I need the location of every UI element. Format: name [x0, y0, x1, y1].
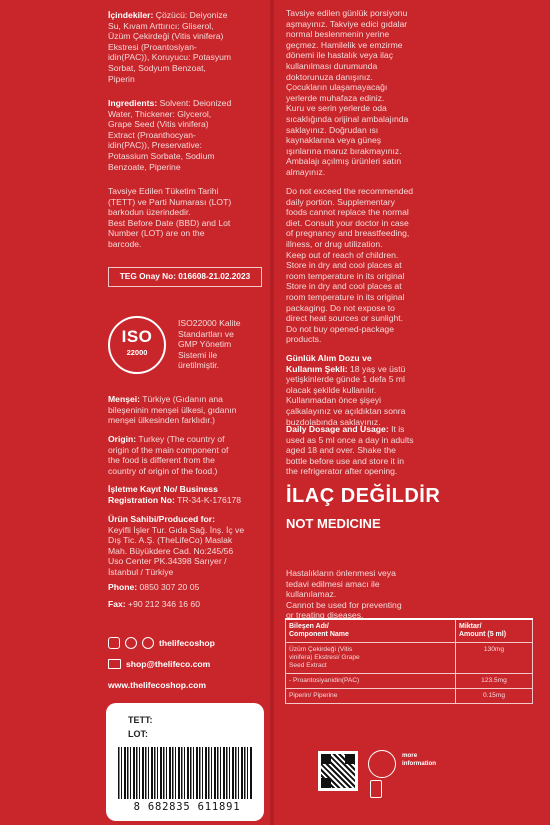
lot-label: LOT:: [128, 729, 148, 739]
registration-title: İşletme Kayıt No/ Business Registration No:: [108, 484, 218, 505]
barcode: [118, 747, 252, 799]
qr-code-pattern: [321, 754, 355, 788]
ingredients-en-text: Solvent: Deionized Water, Thickener: Glycerol, Grape Seed (Vitis vinifera) Extract (Proanthocyan- idin(PAC)), Preservative: Potassium Sorbate, Sodium Benzoate, Piperine: [108, 98, 232, 172]
table-row: [286, 674, 533, 689]
disease-note: Hastalıkların önlenmesi veya tedavi edilmesi amacı ile kullanılamaz. Cannot be used for preventing or treating diseases.: [286, 568, 402, 621]
component-name: Piperin/ Piperine: [286, 689, 456, 704]
owner-title: Ürün Sahibi/Produced for:: [108, 514, 215, 524]
owner-text: Keyifli İşler Tur. Gıda Sağ. İnş. İç ve Dış Tic. A.Ş. (TheLifeCo) Maslak Mah. Büyükdere Cad. No:245/56 Uso Center PK.34398 Sarıyer / İstanbul / Türkiye: [108, 524, 245, 577]
dosage-en-text: It is used as 5 ml once a day in adults aged 18 and over. Shake the bottle before use and store it in the refrigerator after opening.: [286, 424, 414, 477]
origin-en-title: Origin:: [108, 434, 137, 444]
registration: [108, 484, 268, 505]
teg-approval: TEG Onay No: 016608-21.02.2023: [108, 267, 262, 287]
tett-label: TETT:: [128, 715, 153, 725]
website-row: [108, 680, 206, 690]
not-drug-en: NOT MEDICINE: [286, 516, 381, 531]
email-row: [108, 659, 210, 669]
ingredients-tr-title: İçindekiler:: [108, 10, 154, 20]
phone: [108, 582, 268, 593]
col-component-header: Bileşen Adı/ Component Name: [286, 619, 456, 643]
origin-tr-text: Türkiye (Gıdanın ana bileşeninin menşei ülkesi, gıdanın menşei ülkesinden farklıdır.): [108, 394, 237, 426]
ingredients-tr-text: Çözücü: Deiyonize Su, Kıvam Arttırıcı: Gliserol, Üzüm Çekirdeği (Vitis vinifera) Ekstresi (Proantosiyan- idin(PAC)), Koruyucu: Potasyum Sorbat, Sodyum Benzoat, Piperin: [108, 10, 232, 84]
left-panel: [0, 0, 270, 825]
owner: [108, 514, 268, 578]
phone-title: Phone:: [108, 582, 138, 592]
not-drug-tr: İLAÇ DEĞİLDİR: [286, 485, 441, 507]
component-amount: 0.15mg: [456, 689, 533, 704]
warning-tr: Tavsiye edilen günlük porsiyonu aşmayınız. Takviye edici gıdalar normal beslenmenin yerine geçmez. Hamilelik ve emzirme dönemi ile hastalık veya ilaç kullanılması durumunda doktorunuza danışınız. Çocukların ulaşamayacağı yerlerde muhafaza ediniz. Kuru ve serin yerlerde oda sıcaklığında orijinal ambalajında saklayınız. Doğrudan ısı kaynaklarına veya güneş ışınlarına maruz bırakmayınız. Ambalajı açılmış ürünleri satın almayınız.: [286, 8, 409, 177]
mail-icon: [108, 659, 121, 669]
origin-en: [108, 434, 268, 476]
barcode-number: 8 682835 611891: [133, 801, 241, 813]
phone-number: 0850 307 20 05: [137, 582, 200, 592]
iso-text: ISO22000 Kalite Standartları ve GMP Yönetim Sistemi ile üretilmiştir.: [178, 318, 241, 371]
barcode-box: [106, 703, 264, 821]
qr-code[interactable]: [318, 751, 358, 791]
phone-scan-icon: [370, 780, 382, 798]
info-circle-icon: [368, 750, 396, 778]
component-amount: 123.5mg: [456, 674, 533, 689]
table-row: [286, 643, 533, 674]
tiktok-icon[interactable]: [142, 637, 154, 649]
more-info-label: more information: [402, 752, 437, 767]
component-amount: 130mg: [456, 643, 533, 674]
fax-title: Fax:: [108, 599, 126, 609]
dosage-tr-title: Günlük Alım Dozu ve Kullanım Şekli:: [286, 353, 372, 374]
ingredients-en-title: Ingredients:: [108, 98, 158, 108]
dosage-tr-text: 18 yaş ve üstü yetişkinlerde günde 1 defa 5 ml olacak şekilde kullanılır. Kullanmadan önce şişeyi çalkalayınız ve açıldıktan sonra buzdolabında saklayınız.: [286, 363, 406, 427]
dosage-tr: [286, 353, 486, 427]
origin-tr-title: Menşei:: [108, 394, 140, 404]
component-name: Üzüm Çekirdeği (Vitis vinifera) Ekstresi/ Grape Seed Extract: [286, 643, 456, 674]
component-name: - Proantosiyanidin(PAC): [286, 674, 456, 689]
social-row: [108, 637, 215, 649]
component-table: [285, 618, 533, 704]
registration-number: TR-34-K-176178: [174, 494, 242, 505]
iso-logo-number: 22000: [126, 348, 148, 357]
date-note: Tavsiye Edilen Tüketim Tarihi (TETT) ve Parti Numarası (LOT) barkodun üzerindedir. Best Before Date (BBD) and Lot Number (LOT) are on the barcode.: [108, 186, 232, 249]
ingredients-en: [108, 98, 268, 172]
fax: [108, 599, 268, 610]
email-link[interactable]: shop@thelifeco.com: [126, 659, 211, 669]
facebook-icon[interactable]: [125, 637, 137, 649]
website-link[interactable]: www.thelifecoshop.com: [108, 680, 207, 690]
origin-en-text: Turkey (The country of origin of the main component of the food is different from the country of origin of the food.): [108, 434, 229, 476]
fax-number: +90 212 346 16 60: [125, 599, 200, 609]
table-row: [286, 689, 533, 704]
social-handle[interactable]: thelifecoshop: [159, 638, 215, 648]
warning-en: Do not exceed the recommended daily portion. Supplementary foods cannot replace the normal diet. Consult your doctor in case of pregnancy and breastfeeding, illness, or drug utilization. Keep out of reach of children. Store in dry and cool places at room temperature in its original Store in dry and cool places at room temperature in its original packaging. Do not expose to direct heat sources or sunlight. Do not buy opened-package products.: [286, 186, 414, 345]
iso-logo: [108, 316, 166, 374]
ingredients-tr: [108, 10, 268, 84]
dosage-en-title: Daily Dosage and Usage:: [286, 424, 389, 434]
iso-logo-text: ISO: [121, 327, 153, 346]
col-amount-header: Miktar/ Amount (5 ml): [456, 619, 533, 643]
origin-tr: [108, 394, 268, 426]
instagram-icon[interactable]: [108, 637, 120, 649]
dosage-en: [286, 424, 486, 477]
